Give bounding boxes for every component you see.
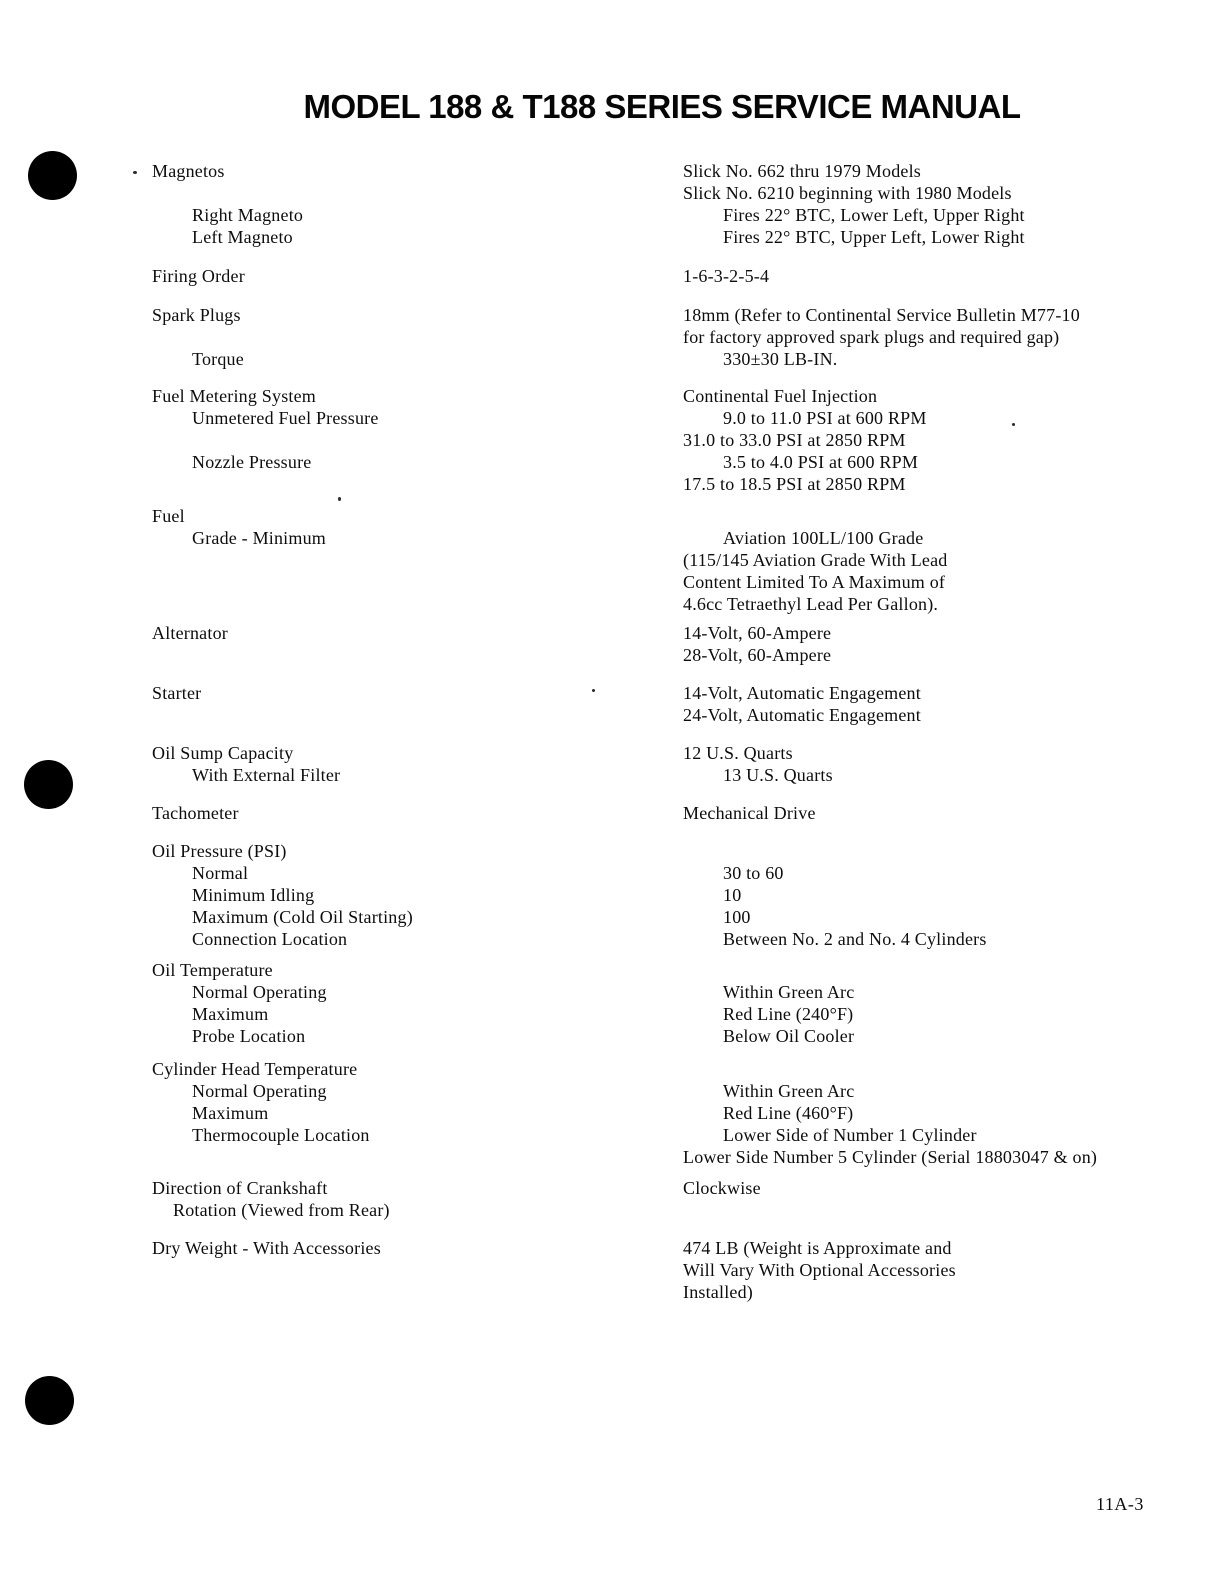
spec-line (152, 622, 1182, 644)
spec-line (152, 265, 1182, 287)
spec-line (152, 473, 1182, 495)
spec-value: 3.5 to 4.0 PSI at 600 RPM (723, 452, 919, 472)
spec-line (152, 527, 1182, 549)
spec-label: Magnetos (152, 161, 225, 181)
spec-label (152, 326, 683, 348)
spec-value: 24-Volt, Automatic Engagement (683, 705, 921, 725)
spec-block (152, 840, 1182, 950)
spec-line (152, 1003, 1182, 1025)
spec-label (152, 1146, 683, 1168)
spec-label (152, 593, 683, 615)
spec-label: Unmetered Fuel Pressure (192, 408, 379, 428)
spec-value: Between No. 2 and No. 4 Cylinders (723, 929, 987, 949)
spec-label (152, 1281, 683, 1303)
spec-line (152, 764, 1182, 786)
spec-label: Minimum Idling (192, 885, 315, 905)
spec-value: Slick No. 6210 beginning with 1980 Models (683, 183, 1012, 203)
spec-line (152, 959, 1182, 981)
spec-value: Red Line (460°F) (723, 1103, 854, 1123)
spec-label: Oil Pressure (PSI) (152, 841, 287, 861)
spec-label: Grade - Minimum (192, 528, 326, 548)
spec-value: for factory approved spark plugs and required gap) (683, 327, 1060, 347)
spec-label: Fuel Metering System (152, 386, 316, 406)
spec-line (152, 1146, 1182, 1168)
spec-value: Aviation 100LL/100 Grade (723, 528, 924, 548)
spec-value: 4.6cc Tetraethyl Lead Per Gallon). (683, 594, 939, 614)
spec-line (152, 1237, 1182, 1259)
spec-line (152, 1259, 1182, 1281)
spec-label (152, 182, 683, 204)
spec-block (152, 304, 1182, 370)
spec-value: (115/145 Aviation Grade With Lead (683, 550, 948, 570)
spec-value: Mechanical Drive (683, 803, 816, 823)
spec-value: 12 U.S. Quarts (683, 743, 793, 763)
spec-line (152, 862, 1182, 884)
spec-line (152, 1177, 1182, 1199)
spec-value: 28-Volt, 60-Ampere (683, 645, 832, 665)
spec-value: 13 U.S. Quarts (723, 765, 833, 785)
spec-line (152, 304, 1182, 326)
spec-value: Slick No. 662 thru 1979 Models (683, 161, 921, 181)
spec-line (152, 1281, 1182, 1303)
spec-value: 18mm (Refer to Continental Service Bulletin M77-10 (683, 305, 1080, 325)
spec-label: Nozzle Pressure (192, 452, 312, 472)
page-number: 11A-3 (1096, 1494, 1144, 1514)
spec-value: Red Line (240°F) (723, 1004, 854, 1024)
spec-block (152, 160, 1182, 248)
punch-hole-middle (24, 760, 73, 809)
spec-block (152, 505, 1182, 615)
spec-line (152, 160, 1182, 182)
spec-value: Within Green Arc (723, 982, 855, 1002)
spec-line (152, 802, 1182, 824)
spec-value: Within Green Arc (723, 1081, 855, 1101)
spec-line (152, 644, 1182, 666)
spec-line (152, 407, 1182, 429)
spec-value: 14-Volt, 60-Ampere (683, 623, 832, 643)
spec-line (152, 928, 1182, 950)
spec-line (152, 326, 1182, 348)
spec-label: Left Magneto (192, 227, 293, 247)
spec-value: 10 (723, 885, 742, 905)
spec-line (152, 204, 1182, 226)
spec-label: Maximum (192, 1004, 269, 1024)
spec-block (152, 682, 1182, 726)
spec-value: Continental Fuel Injection (683, 386, 878, 406)
spec-list (152, 160, 1182, 1303)
spec-value: Content Limited To A Maximum of (683, 572, 946, 592)
spec-line (152, 505, 1182, 527)
spec-label: Thermocouple Location (192, 1125, 370, 1145)
spec-label: Normal (192, 863, 249, 883)
spec-label: Tachometer (152, 803, 239, 823)
spec-block (152, 802, 1182, 824)
spec-block (152, 385, 1182, 495)
spec-line (152, 682, 1182, 704)
spec-line (152, 742, 1182, 764)
spec-block (152, 1177, 1182, 1221)
spec-label (152, 704, 683, 726)
spec-label: Probe Location (192, 1026, 306, 1046)
spec-line (152, 451, 1182, 473)
spec-label: Fuel (152, 506, 185, 526)
page-title: MODEL 188 & T188 SERIES SERVICE MANUAL (303, 88, 1021, 125)
spec-line (152, 840, 1182, 862)
spec-line (152, 348, 1182, 370)
spec-line (152, 1199, 1182, 1221)
spec-value: 330±30 LB-IN. (723, 349, 838, 369)
spec-label (152, 644, 683, 666)
spec-value: 17.5 to 18.5 PSI at 2850 RPM (683, 474, 906, 494)
spec-value: Installed) (683, 1282, 753, 1302)
spec-label: Torque (192, 349, 244, 369)
spec-line (152, 429, 1182, 451)
spec-block (152, 1237, 1182, 1303)
punch-hole-bottom (25, 1376, 74, 1425)
spec-label (152, 549, 683, 571)
spec-label: Direction of Crankshaft (152, 1178, 328, 1198)
spec-label: Spark Plugs (152, 305, 241, 325)
spec-value: 100 (723, 907, 751, 927)
spec-label: Oil Sump Capacity (152, 743, 294, 763)
spec-line (152, 981, 1182, 1003)
spec-label: With External Filter (192, 765, 341, 785)
spec-value: 14-Volt, Automatic Engagement (683, 683, 921, 703)
spec-line (152, 549, 1182, 571)
spec-line (152, 226, 1182, 248)
spec-line (152, 1102, 1182, 1124)
spec-label: Normal Operating (192, 1081, 327, 1101)
spec-value: Fires 22° BTC, Upper Left, Lower Right (723, 227, 1025, 247)
spec-value: 30 to 60 (723, 863, 784, 883)
spec-line (152, 571, 1182, 593)
spec-label: Rotation (Viewed from Rear) (173, 1200, 390, 1220)
spec-block (152, 622, 1182, 666)
spec-label: Alternator (152, 623, 228, 643)
spec-label (152, 1259, 683, 1281)
spec-value: 31.0 to 33.0 PSI at 2850 RPM (683, 430, 906, 450)
spec-label: Right Magneto (192, 205, 304, 225)
spec-label: Maximum (Cold Oil Starting) (192, 907, 413, 927)
spec-label: Maximum (192, 1103, 269, 1123)
spec-block (152, 959, 1182, 1047)
spec-value: 9.0 to 11.0 PSI at 600 RPM (723, 408, 927, 428)
spec-label: Firing Order (152, 266, 245, 286)
spec-line (152, 593, 1182, 615)
punch-hole-top (28, 151, 77, 200)
spec-line (152, 884, 1182, 906)
spec-value: Will Vary With Optional Accessories (683, 1260, 956, 1280)
spec-label: Normal Operating (192, 982, 327, 1002)
spec-line (152, 1080, 1182, 1102)
spec-line (152, 906, 1182, 928)
spec-label (152, 473, 683, 495)
spec-line (152, 385, 1182, 407)
spec-line (152, 1058, 1182, 1080)
spec-line (152, 704, 1182, 726)
spec-label: Cylinder Head Temperature (152, 1059, 358, 1079)
spec-block (152, 742, 1182, 786)
spec-value: Lower Side Number 5 Cylinder (Serial 18803047 & on) (683, 1147, 1098, 1167)
spec-value: Fires 22° BTC, Lower Left, Upper Right (723, 205, 1025, 225)
spec-line (152, 182, 1182, 204)
spec-value: 1-6-3-2-5-4 (683, 266, 770, 286)
spec-label (152, 571, 683, 593)
spec-line (152, 1025, 1182, 1047)
spec-block (152, 265, 1182, 287)
spec-value: Clockwise (683, 1178, 761, 1198)
spec-label: Starter (152, 683, 202, 703)
spec-label: Dry Weight - With Accessories (152, 1238, 381, 1258)
spec-line (152, 1124, 1182, 1146)
spec-value: Below Oil Cooler (723, 1026, 855, 1046)
spec-value: 474 LB (Weight is Approximate and (683, 1238, 952, 1258)
spec-block (152, 1058, 1182, 1168)
spec-label (152, 429, 683, 451)
spec-label: Connection Location (192, 929, 348, 949)
spec-value: Lower Side of Number 1 Cylinder (723, 1125, 977, 1145)
spec-label: Oil Temperature (152, 960, 273, 980)
scan-artifact-dot (133, 171, 137, 174)
